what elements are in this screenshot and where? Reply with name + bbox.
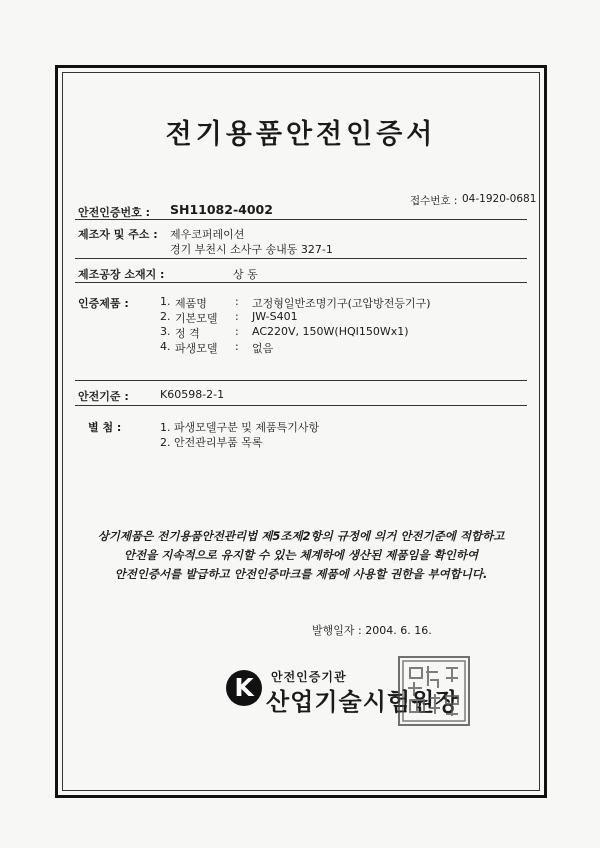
- issue-date: [312, 622, 432, 638]
- product-item-num: 3.: [160, 325, 171, 338]
- standard-label: 안전기준 :: [78, 390, 129, 403]
- factory-label: 제조공장 소재지 :: [78, 268, 165, 281]
- cert-number-label: 안전인증번호 :: [78, 206, 150, 219]
- product-item-label: 제품명: [175, 297, 207, 310]
- manufacturer-name: 제우코퍼레이션: [170, 228, 245, 241]
- product-item: [0, 310, 600, 324]
- product-item-colon: :: [235, 325, 239, 338]
- body-line: 안전을 지속적으로 유지할 수 있는 체계하에 생산된 제품임을 확인하여: [123, 548, 479, 562]
- product-item-label: 정 격: [175, 327, 200, 340]
- manufacturer-label: 제조자 및 주소 :: [78, 228, 158, 241]
- agency-subtitle: 안전인증기관: [271, 670, 347, 684]
- attachment-item: 1. 파생모델구분 및 제품특기사항: [160, 421, 320, 434]
- product-item-value: 없음: [252, 342, 274, 355]
- issue-date-label: 발행일자 :: [312, 624, 362, 637]
- seal-pattern: [400, 658, 468, 724]
- product-item-value: AC220V, 150W(HQI150Wx1): [252, 325, 409, 338]
- product-item-value: JW-S401: [252, 310, 298, 323]
- attachment-item: 2. 안전관리부품 목록: [160, 436, 263, 449]
- receipt-number: 04-1920-0681: [462, 193, 537, 205]
- standard-value: K60598-2-1: [160, 388, 225, 401]
- divider: [75, 282, 527, 283]
- manufacturer-address: 경기 부천시 소사구 송내동 327-1: [170, 243, 333, 256]
- issue-date-value: 2004. 6. 16.: [365, 624, 432, 637]
- receipt-label: 접수번호 :: [410, 195, 458, 207]
- body-line: 상기제품은 전기용품안전관리법 제5조제2항의 규정에 의거 안전기준에 적합하고: [97, 529, 505, 543]
- product-item: [0, 325, 600, 339]
- product-item-label: 파생모델: [175, 342, 218, 355]
- product-item-num: 4.: [160, 340, 171, 353]
- product-item-num: 2.: [160, 310, 171, 323]
- document-title: 전기용품안전인증서: [165, 119, 437, 150]
- attachment-label: 별 첨 :: [88, 421, 122, 434]
- divider: [75, 405, 527, 406]
- official-seal-icon: [398, 656, 470, 726]
- body-line: 안전인증서를 발급하고 안전인증마크를 제품에 사용할 권한을 부여합니다.: [114, 567, 488, 581]
- divider: [75, 219, 527, 220]
- product-label: 인증제품 :: [78, 297, 129, 310]
- product-item-num: 1.: [160, 295, 171, 308]
- divider: [75, 380, 527, 381]
- product-item-label: 기본모델: [175, 312, 218, 325]
- product-item-value: 고정형일반조명기구(고압방전등기구): [252, 297, 431, 310]
- agency-logo-icon: K: [226, 670, 262, 706]
- cert-number: SH11082-4002: [170, 202, 273, 217]
- agency-name: 산업기술시험원장: [266, 688, 460, 716]
- product-item: [0, 295, 600, 309]
- product-item-colon: :: [235, 295, 239, 308]
- factory-value: 상 동: [233, 268, 258, 281]
- product-item-colon: :: [235, 340, 239, 353]
- product-item-colon: :: [235, 310, 239, 323]
- product-item: [0, 340, 600, 354]
- divider: [75, 258, 527, 259]
